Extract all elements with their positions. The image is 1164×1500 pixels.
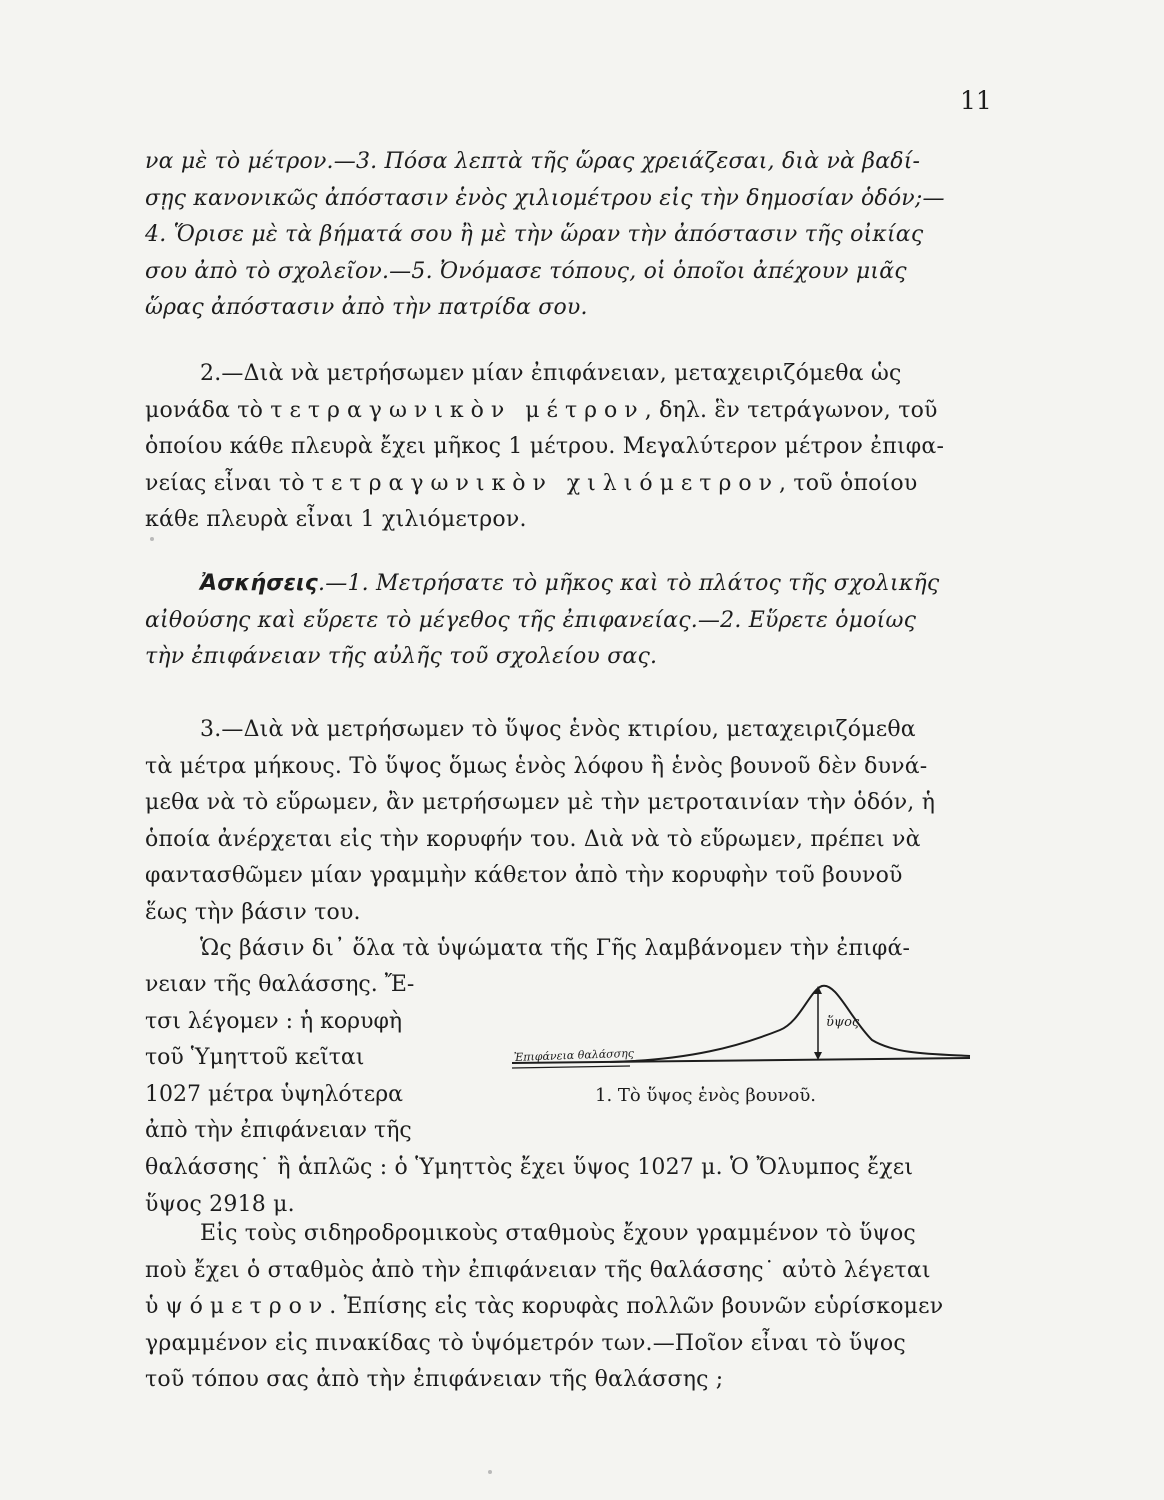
mountain-profile <box>610 986 970 1062</box>
text-line: Ὡς βάσιν δι᾿ ὅλα τὰ ὑψώματα τῆς Γῆς λαμβάνομεν τὴν ἐπιφά- <box>200 936 911 961</box>
text-line: φαντασθῶμεν μίαν γραμμὴν κάθετον ἀπὸ τὴν κορυφὴν τοῦ βουνοῦ <box>145 863 903 888</box>
term-square-meter: τετραγωνικὸν μέτρον <box>270 397 645 423</box>
term-altitude: ὑψόμετρον <box>145 1294 330 1319</box>
paper-speck <box>150 537 154 541</box>
sea-level-underline <box>512 1066 630 1068</box>
height-label: ὕψος <box>826 1015 860 1030</box>
text-line: σῃς κανονικῶς ἀπόστασιν ἑνὸς χιλιομέτρου εἰς τὴν δημοσίαν ὁδόν;— <box>145 185 945 211</box>
surface-paragraph <box>145 356 987 539</box>
exercises-paragraph-2 <box>145 566 987 676</box>
text-line: να μὲ τὸ μέτρον.—3. Πόσα λεπτὰ τῆς ὥρας χρειάζεσαι, διὰ νὰ βαδί- <box>145 149 921 174</box>
text-line: τὴν ἐπιφάνειαν τῆς αὐλῆς τοῦ σχολείου σας. <box>145 644 658 669</box>
text-line: Εἰς τοὺς σιδηροδρομικοὺς σταθμοὺς ἔχουν γραμμένον τὸ ὕψος <box>200 1221 916 1246</box>
term-square-kilometer: τετραγωνικὸν χιλιόμετρον <box>311 470 780 496</box>
text-line: ὥρας ἀπόστασιν ἀπὸ τὴν πατρίδα σου. <box>145 295 588 320</box>
text-line <box>145 566 987 603</box>
text-line: ὁποίου κάθε πλευρὰ ἔχει μῆκος 1 μέτρου. Μεγαλύτερον μέτρον ἐπιφα- <box>145 434 945 459</box>
text-line: τοῦ Ὑμηττοῦ κεῖται <box>145 1045 365 1070</box>
text-line: 2.—Διὰ νὰ μετρήσωμεν μίαν ἐπιφάνειαν, μεταχειριζόμεθα ὡς <box>200 361 902 386</box>
text-line: ὕψος 2918 μ. <box>145 1191 295 1217</box>
text-line: 1027 μέτρα ὑψηλότερα <box>145 1081 403 1107</box>
text-line: θαλάσσης˙ ἢ ἁπλῶς : ὁ Ὑμηττὸς ἔχει ὕψος 1027 μ. Ὁ Ὄλυμπος ἔχει <box>145 1155 914 1180</box>
text-line: τοῦ τόπου σας ἀπὸ τὴν ἐπιφάνειαν τῆς θαλάσσης ; <box>145 1367 724 1392</box>
text-span: νείας εἶναι τὸ <box>145 470 312 496</box>
text-line <box>145 466 987 503</box>
sea-level-paragraph-wrapped <box>145 967 445 1150</box>
figure-caption: 1. Τὸ ὕψος ἑνὸς βουνοῦ. <box>595 1085 817 1106</box>
text-line: αἰθούσης καὶ εὕρετε τὸ μέγεθος τῆς ἐπιφανείας.—2. Εὕρετε ὁμοίως <box>145 607 917 633</box>
text-line: νειαν τῆς θαλάσσης. Ἔ- <box>145 972 415 997</box>
text-span: . Ἐπίσης εἰς τὰς κορυφὰς πολλῶν βουνῶν εὑρίσκομεν <box>329 1294 944 1319</box>
altitude-paragraph <box>145 1216 987 1399</box>
text-span: , τοῦ ὁποίου <box>779 470 918 496</box>
sea-surface-label: Ἐπιφάνεια θαλάσσης <box>513 1046 635 1064</box>
text-span: μονάδα τὸ <box>145 397 271 423</box>
text-span: , δηλ. ἓν τετράγωνον, τοῦ <box>644 397 938 423</box>
paper-speck <box>488 1470 492 1474</box>
exercises-heading: Ἀσκήσεις <box>200 571 319 596</box>
text-line: σου ἀπὸ τὸ σχολεῖον.—5. Ὀνόμασε τόπους, οἱ ὁποῖοι ἀπέχουν μιᾶς <box>145 258 907 284</box>
text-line: κάθε πλευρὰ εἶναι 1 χιλιόμετρον. <box>145 507 527 532</box>
text-line: μεθα νὰ τὸ εὕρωμεν, ἂν μετρήσωμεν μὲ τὴν μετροταινίαν τὴν ὁδόν, ἡ <box>145 790 936 815</box>
sea-level-paragraph-end <box>145 1150 987 1223</box>
text-line: γραμμένον εἰς πινακίδας τὸ ὑψόμετρόν των.—Ποῖον εἶναι τὸ ὕψος <box>145 1330 906 1356</box>
exercises-paragraph-1 <box>145 144 987 327</box>
height-paragraph <box>145 712 987 931</box>
text-line: τσι λέγομεν : ἡ κορυφὴ <box>145 1008 403 1034</box>
text-line: ἕως τὴν βάσιν του. <box>145 899 361 925</box>
sea-level-paragraph-line1 <box>145 931 987 968</box>
text-line: 3.—Διὰ νὰ μετρήσωμεν τὸ ὕψος ἑνὸς κτιρίου, μεταχειριζόμεθα <box>200 717 916 742</box>
text-line <box>145 1289 987 1326</box>
text-line: τὰ μέτρα μήκους. Τὸ ὕψος ὅμως ἑνὸς λόφου ἢ ἑνὸς βουνοῦ δὲν δυνά- <box>145 753 928 779</box>
text-line: ἀπὸ τὴν ἐπιφάνειαν τῆς <box>145 1118 412 1143</box>
text-line: ὁποία ἀνέρχεται εἰς τὴν κορυφήν του. Διὰ νὰ τὸ εὕρωμεν, πρέπει νὰ <box>145 826 921 852</box>
text-line <box>145 393 987 430</box>
page-number: 11 <box>960 86 992 115</box>
text-span: .—1. Μετρήσατε τὸ μῆκος καὶ τὸ πλάτος τῆς σχολικῆς <box>318 571 940 596</box>
text-line: 4. Ὅρισε μὲ τὰ βήματά σου ἢ μὲ τὴν ὥραν τὴν ἀπόστασιν τῆς οἰκίας <box>145 222 924 247</box>
text-line: ποὺ ἔχει ὁ σταθμὸς ἀπὸ τὴν ἐπιφάνειαν τῆς θαλάσσης˙ αὐτὸ λέγεται <box>145 1257 931 1283</box>
